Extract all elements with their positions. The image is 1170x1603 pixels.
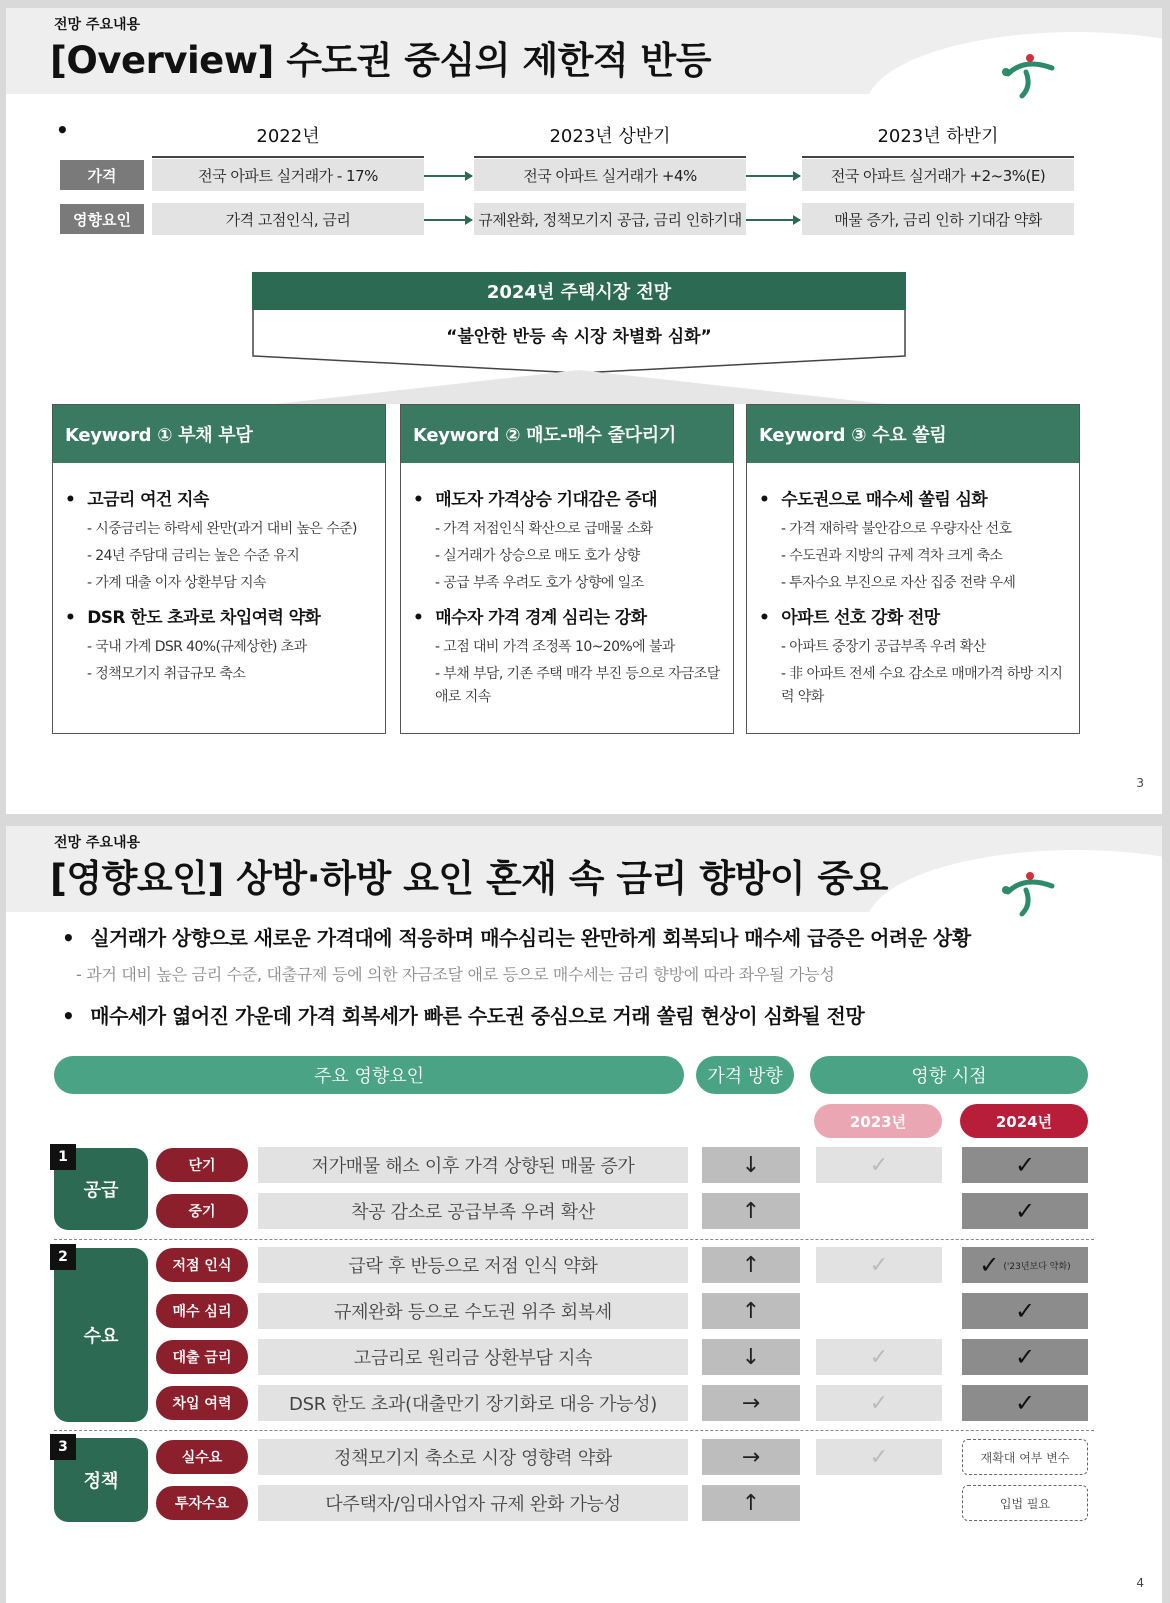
right-arrow-icon: → bbox=[702, 1439, 800, 1475]
factor-tag: 중기 bbox=[156, 1194, 248, 1228]
keyword-detail: - 수도권과 지방의 규제 격차 크게 축소 bbox=[781, 548, 1003, 564]
keyword-detail: - 아파트 중장기 공급부족 우려 확산 bbox=[781, 639, 986, 655]
up-arrow-icon: ↑ bbox=[702, 1485, 800, 1521]
check-icon-2023: ✓ bbox=[816, 1247, 942, 1283]
keyword-detail: - 정책모기지 취급규모 축소 bbox=[87, 666, 246, 682]
arrow-right-icon bbox=[424, 175, 472, 177]
company-logo-icon bbox=[996, 50, 1056, 100]
slide2-content bbox=[6, 826, 1162, 1603]
factor-tag: 매수 심리 bbox=[156, 1294, 248, 1328]
keyword-detail: - 공급 부족 우려도 호가 상향에 일조 bbox=[435, 575, 644, 591]
keyword-detail: - 시중금리는 하락세 완만(과거 대비 높은 수준) bbox=[87, 521, 357, 537]
price-2023h1-cell: 전국 아파트 실거래가 +4% bbox=[474, 159, 746, 191]
column-header-2022: 2022년 bbox=[152, 122, 424, 158]
keyword-title: Keyword ③ 수요 쏠림 bbox=[747, 405, 1079, 463]
legislation-note-box: 입법 필요 bbox=[962, 1485, 1088, 1521]
factor-2023h2-cell: 매물 증가, 금리 인하 기대감 약화 bbox=[802, 203, 1074, 235]
keyword-point: • 고금리 여건 지속 bbox=[65, 485, 379, 510]
up-arrow-icon: ↑ bbox=[702, 1193, 800, 1229]
keyword-point: • 수도권으로 매수세 쏠림 심화 bbox=[759, 485, 1073, 510]
factor-description: 정책모기지 축소로 시장 영향력 약화 bbox=[258, 1439, 688, 1475]
year-2023-pill: 2023년 bbox=[814, 1104, 942, 1138]
price-2022-cell: 전국 아파트 실거래가 - 17% bbox=[152, 159, 424, 191]
factor-tag: 투자수요 bbox=[156, 1486, 248, 1520]
category-supply: 공급 bbox=[54, 1148, 148, 1230]
category-number: 2 bbox=[50, 1244, 76, 1270]
factor-tag: 저점 인식 bbox=[156, 1248, 248, 1282]
keyword-detail: - 실거래가 상승으로 매도 호가 상향 bbox=[435, 548, 640, 564]
factor-tag: 대출 금리 bbox=[156, 1340, 248, 1374]
header-price-direction: 가격 방향 bbox=[696, 1056, 794, 1094]
check-icon: ✓ bbox=[979, 1251, 1000, 1279]
check-icon-2024-weakened bbox=[962, 1247, 1088, 1283]
keyword-detail: - 24년 주담대 금리는 높은 수준 유지 bbox=[87, 548, 300, 564]
row-label-price: 가격 bbox=[60, 160, 144, 190]
keyword-detail: - 가격 재하락 불안감으로 우량자산 선호 bbox=[781, 521, 1012, 537]
keyword-detail: - 투자수요 부진으로 자산 집중 전략 우세 bbox=[781, 575, 1016, 591]
keyword-point: • 매도자 가격상승 기대감은 증대 bbox=[413, 485, 727, 510]
factor-2023h1-cell: 규제완화, 정책모기지 공급, 금리 인하기대 bbox=[474, 203, 746, 235]
column-header-2023h1: 2023년 상반기 bbox=[474, 122, 746, 158]
keyword-detail: - 고점 대비 가격 조정폭 10~20%에 불과 bbox=[435, 639, 675, 655]
keyword-detail: - 가계 대출 이자 상환부담 지속 bbox=[87, 575, 266, 591]
category-number: 3 bbox=[50, 1434, 76, 1460]
keyword-title: Keyword ② 매도-매수 줄다리기 bbox=[401, 405, 733, 463]
down-arrow-icon: ↓ bbox=[702, 1339, 800, 1375]
up-arrow-icon: ↑ bbox=[702, 1293, 800, 1329]
keyword-box-debt bbox=[52, 404, 386, 734]
year-2024-pill: 2024년 bbox=[960, 1104, 1088, 1138]
right-arrow-icon: → bbox=[702, 1385, 800, 1421]
page-number: 4 bbox=[1136, 1576, 1144, 1590]
keyword-detail: - 부채 부담, 기존 주택 매각 부진 등으로 자금조달 애로 지속 bbox=[435, 666, 720, 705]
section-label: 전망 주요내용 bbox=[54, 835, 141, 851]
section-label: 전망 주요내용 bbox=[54, 17, 141, 33]
bullet-point: • 매수세가 엷어진 가운데 가격 회복세가 빠른 수도권 중심으로 거래 쏠림 현상이 심화될 전망 bbox=[62, 1000, 864, 1029]
header-main-factors: 주요 영향요인 bbox=[54, 1056, 684, 1094]
header-impact-timing: 영향 시점 bbox=[810, 1056, 1088, 1094]
slide-title: [영향요인] 상방·하방 요인 혼재 속 금리 향방이 중요 bbox=[50, 857, 888, 900]
keyword-point: • DSR 한도 초과로 차입여력 약화 bbox=[65, 603, 379, 628]
check-icon-2024: ✓ bbox=[962, 1147, 1088, 1183]
keyword-title: Keyword ① 부채 부담 bbox=[53, 405, 385, 463]
check-icon-2023: ✓ bbox=[816, 1339, 942, 1375]
check-icon-2024: ✓ bbox=[962, 1385, 1088, 1421]
row-divider bbox=[54, 1239, 1094, 1240]
keyword-detail: - 국내 가계 DSR 40%(규제상한) 초과 bbox=[87, 639, 307, 655]
category-demand: 수요 bbox=[54, 1248, 148, 1422]
category-number: 1 bbox=[50, 1144, 76, 1170]
check-icon-2023: ✓ bbox=[816, 1385, 942, 1421]
price-2023h2-cell: 전국 아파트 실거래가 +2~3%(E) bbox=[802, 159, 1074, 191]
arrow-right-icon bbox=[746, 219, 800, 221]
factor-tag: 단기 bbox=[156, 1148, 248, 1182]
arrow-right-icon bbox=[746, 175, 800, 177]
factor-description: 고금리로 원리금 상환부담 지속 bbox=[258, 1339, 688, 1375]
down-arrow-icon: ↓ bbox=[702, 1147, 800, 1183]
row-label-factors: 영향요인 bbox=[60, 204, 144, 234]
slide-title: [Overview] 수도권 중심의 제한적 반등 bbox=[50, 39, 711, 82]
check-icon-2024: ✓ bbox=[962, 1339, 1088, 1375]
fan-connector bbox=[6, 368, 1162, 408]
factor-description: 규제완화 등으로 수도권 위주 회복세 bbox=[258, 1293, 688, 1329]
factor-tag: 실수요 bbox=[156, 1440, 248, 1474]
keyword-box-tug-of-war bbox=[400, 404, 734, 734]
keyword-detail: - 非 아파트 전세 수요 감소로 매매가격 하방 지지력 약화 bbox=[781, 666, 1063, 705]
bullet-point: • 실거래가 상향으로 새로운 가격대에 적응하며 매수심리는 완만하게 회복되나 매수세 급증은 어려운 상황 bbox=[62, 922, 971, 951]
factor-description: 착공 감소로 공급부족 우려 확산 bbox=[258, 1193, 688, 1229]
arrow-right-icon bbox=[424, 219, 472, 221]
outlook-heading: 2024년 주택시장 전망 bbox=[252, 272, 906, 310]
check-note: ('23년보다 약화) bbox=[1003, 1261, 1071, 1272]
keyword-detail: - 가격 저점인식 확산으로 급매물 소화 bbox=[435, 521, 653, 537]
category-policy: 정책 bbox=[54, 1438, 148, 1522]
bullet-detail: - 과거 대비 높은 금리 수준, 대출규제 등에 의한 자금조달 애로 등으로 매수세는 금리 향방에 따라 좌우될 가능성 bbox=[76, 965, 835, 984]
check-icon-2024: ✓ bbox=[962, 1293, 1088, 1329]
keyword-point: • 아파트 선호 강화 전망 bbox=[759, 603, 1073, 628]
factor-tag: 차입 여력 bbox=[156, 1386, 248, 1420]
factor-description: DSR 한도 초과(대출만기 장기화로 대응 가능성) bbox=[258, 1385, 688, 1421]
check-icon-2023: ✓ bbox=[816, 1439, 942, 1475]
factor-2022-cell: 가격 고점인식, 금리 bbox=[152, 203, 424, 235]
keyword-box-demand bbox=[746, 404, 1080, 734]
check-icon-2023: ✓ bbox=[816, 1147, 942, 1183]
factor-description: 급락 후 반등으로 저점 인식 약화 bbox=[258, 1247, 688, 1283]
variable-note-box: 재확대 여부 변수 bbox=[962, 1439, 1088, 1475]
up-arrow-icon: ↑ bbox=[702, 1247, 800, 1283]
row-divider bbox=[54, 1430, 1094, 1431]
page-number: 3 bbox=[1136, 776, 1144, 790]
factor-description: 다주택자/임대사업자 규제 완화 가능성 bbox=[258, 1485, 688, 1521]
slide-overview bbox=[6, 8, 1162, 814]
keyword-point: • 매수자 가격 경계 심리는 강화 bbox=[413, 603, 727, 628]
outlook-quote: “불안한 반등 속 시장 차별화 심화” bbox=[446, 327, 712, 347]
check-icon-2024: ✓ bbox=[962, 1193, 1088, 1229]
column-header-2023h2: 2023년 하반기 bbox=[802, 122, 1074, 158]
factor-description: 저가매물 해소 이후 가격 상향된 매물 증가 bbox=[258, 1147, 688, 1183]
